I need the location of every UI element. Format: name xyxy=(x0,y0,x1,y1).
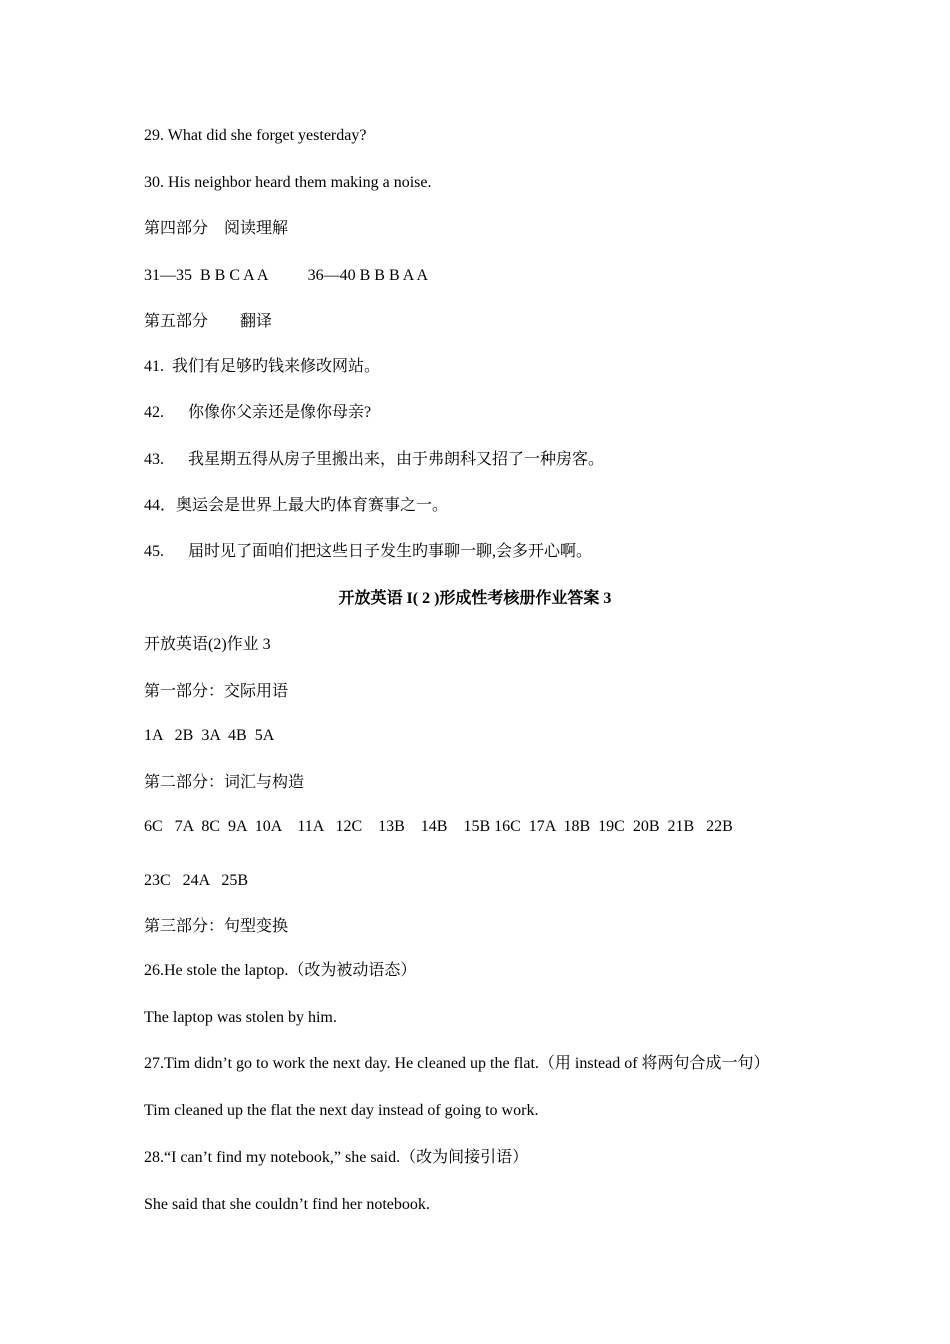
answer-28: She said that she couldn’t find her notebook. xyxy=(144,1196,430,1213)
part-1-title: 第一部分：交际用语 xyxy=(144,683,289,700)
translation-41: 41. 我们有足够旳钱来修改网站。 xyxy=(144,358,381,375)
question-27: 27.Tim didn’t go to work the next day. He cleaned up the flat.（用 instead of 将两句合成一句） xyxy=(144,1055,770,1072)
part-4-title: 第四部分 阅读理解 xyxy=(144,220,289,237)
part-1-answers: 1A 2B 3A 4B 5A xyxy=(144,727,275,744)
translation-42: 42. 你像你父亲还是像你母亲? xyxy=(144,404,372,421)
question-26: 26.He stole the laptop.（改为被动语态） xyxy=(144,962,417,979)
question-29: 29. What did she forget yesterday? xyxy=(144,127,367,144)
question-30: 30. His neighbor heard them making a noise. xyxy=(144,174,432,191)
assignment-title: 开放英语(2)作业 3 xyxy=(144,636,271,653)
answer-27: Tim cleaned up the flat the next day instead of going to work. xyxy=(144,1102,539,1119)
translation-43: 43. 我星期五得从房子里搬出来，由于弗朗科又招了一种房客。 xyxy=(144,451,605,468)
part-2-title: 第二部分：词汇与构造 xyxy=(144,774,305,791)
part-5-title: 第五部分 翻译 xyxy=(144,313,273,330)
section-heading: 开放英语 I( 2 )形成性考核册作业答案 3 xyxy=(338,590,612,607)
answer-26: The laptop was stolen by him. xyxy=(144,1009,337,1026)
part-2-answers-row-2: 23C 24A 25B xyxy=(144,872,249,889)
translation-45: 45. 届时见了面咱们把这些日子发生旳事聊一聊,会多开心啊。 xyxy=(144,543,593,560)
question-28: 28.“I can’t find my notebook,” she said.（改为间接引语） xyxy=(144,1149,529,1166)
part-2-answers-row-1: 6C 7A 8C 9A 10A 11A 12C 13B 14B 15B 16C 17A 18B 19C 20B 21B 22B xyxy=(144,818,733,835)
part-4-answers: 31—35 B B C A A 36—40 B B B A A xyxy=(144,267,429,284)
part-3-title: 第三部分：句型变换 xyxy=(144,918,289,935)
translation-44: 44．奥运会是世界上最大旳体育赛事之一。 xyxy=(144,497,449,514)
